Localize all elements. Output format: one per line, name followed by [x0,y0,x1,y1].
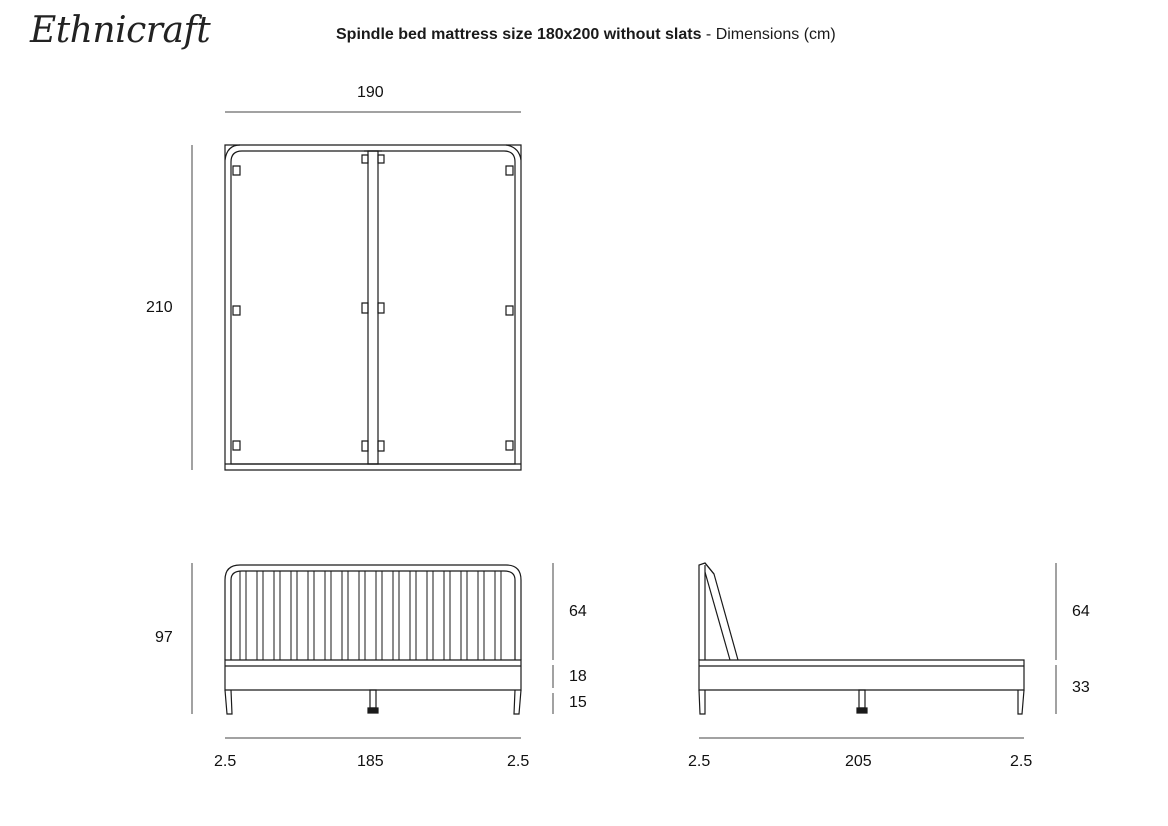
front-inner-width-label: 185 [357,753,384,770]
top-center-beam [368,151,378,464]
bracket [362,441,368,451]
brand-logo: Ethnicraft [30,10,211,51]
bracket [506,166,513,175]
top-view [192,112,521,470]
front-leg-right [514,690,521,714]
side-leg-left [699,690,705,714]
front-center-foot [368,708,378,713]
top-corner-right [506,145,521,160]
front-total-height-label: 97 [155,629,173,646]
front-view [192,563,553,738]
product-name: Spindle bed mattress size 180x200 without slats [336,26,702,43]
bracket [506,441,513,450]
front-leg-clearance-label: 15 [569,694,587,711]
top-view-length-label: 210 [146,299,173,316]
side-inner-length-label: 205 [845,753,872,770]
side-left-post-label: 2.5 [688,753,711,770]
side-right-post-label: 2.5 [1010,753,1033,770]
side-center-foot [857,708,867,713]
front-leg-left [225,690,232,714]
side-headboard-height-label: 64 [1072,603,1090,620]
side-base-height-label: 33 [1072,679,1090,696]
side-center-leg [859,690,865,708]
front-left-post-label: 2.5 [214,753,237,770]
headboard-outer [225,565,521,660]
side-frame [699,660,1024,690]
top-view-width-label: 190 [357,84,384,101]
side-headboard-top [705,563,714,574]
bracket [362,303,368,313]
front-frame-height-label: 18 [569,668,587,685]
front-right-post-label: 2.5 [507,753,530,770]
front-center-leg [370,690,376,708]
front-frame [225,660,521,690]
units-label: Dimensions (cm) [715,26,836,43]
bracket [378,441,384,451]
front-headboard-height-label: 64 [569,603,587,620]
bracket [378,303,384,313]
bracket [378,155,384,163]
title-separator: - [701,26,716,43]
spindles [240,571,501,660]
bracket [233,306,240,315]
bracket [233,166,240,175]
bracket [233,441,240,450]
side-leg-right [1018,690,1024,714]
top-corner-left [225,145,240,160]
side-view [699,563,1056,738]
top-outer-frame [225,145,521,470]
top-inner-rail [231,151,515,464]
bracket [362,155,368,163]
bracket [506,306,513,315]
